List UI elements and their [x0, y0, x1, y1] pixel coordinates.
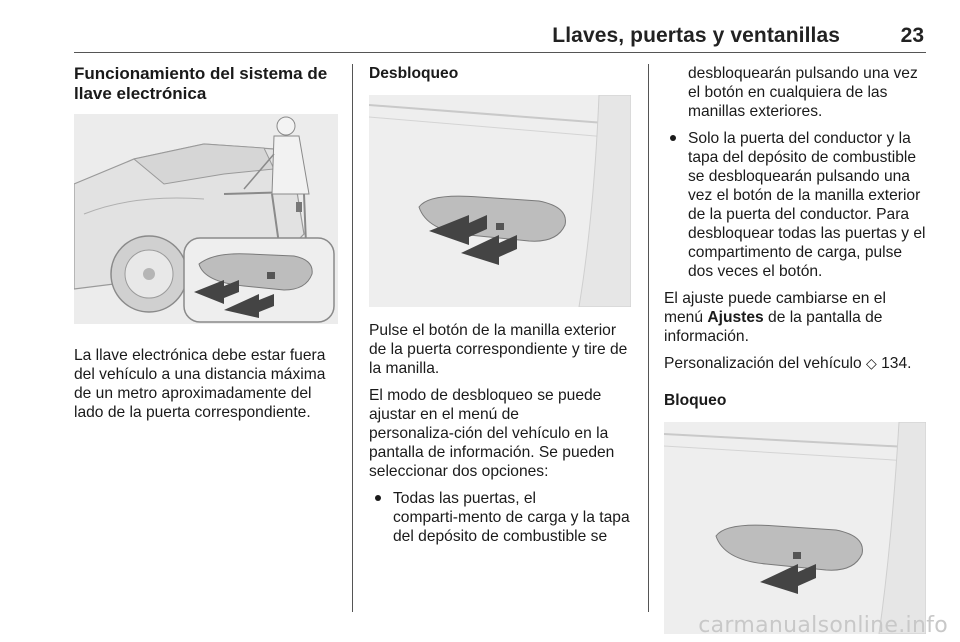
column-2: [369, 64, 635, 554]
figure-car-keyless: [74, 114, 338, 324]
unlock-option-all-continued: [664, 64, 928, 121]
personalization-ref-text: Personalización del vehículo: [664, 355, 866, 372]
personalization-ref-page[interactable]: 134.: [881, 355, 912, 372]
settings-menu-name: Ajustes: [707, 309, 764, 326]
column-1: [74, 64, 340, 430]
car-illustration: [74, 114, 338, 324]
paragraph-personalization-ref: [664, 354, 928, 373]
section-title: Llaves, puertas y ventanillas: [552, 24, 840, 47]
unlock-options-list-continued: [664, 64, 928, 281]
watermark: carmanualsonline.info: [698, 613, 948, 638]
paragraph-keyless-distance: La llave electrónica debe estar fuera del vehículo a una distancia máxima de un metro aproximadamente del lado de la puerta correspondiente.: [74, 347, 326, 421]
paragraph-unlock-mode: El modo de desbloqueo se puede ajustar en el menú de personaliza‑ción del vehículo en la pantalla de información. Se pueden seleccionar dos opciones:: [369, 387, 615, 480]
column-3: [664, 64, 928, 634]
heading-locking: Bloqueo: [664, 392, 727, 409]
paragraph-settings-menu: [664, 289, 928, 346]
paragraph-press-button: Pulse el botón de la manilla exterior de la puerta correspondiente y tire de la manilla.: [369, 322, 628, 377]
unlock-option-driver: Solo la puerta del conductor y la tapa del depósito de combustible se desbloquearán pulsando una vez el botón de la manilla exterior de la puerta del conductor. Para desbloquear todas las puertas y el compartimento de carga, pulse dos veces el botón.: [664, 129, 928, 281]
heading-keyless-operation: Funcionamiento del sistema de llave electrónica: [74, 64, 328, 103]
column-divider-2: [648, 64, 649, 612]
figure-door-handle-unlock: [369, 95, 631, 307]
settings-text-before: El ajuste puede cambiarse en el menú: [664, 290, 886, 326]
figure-door-handle-lock: [664, 422, 926, 634]
page-reference-arrow-icon: ◇: [865, 355, 877, 371]
unlock-option-all-continued-text: desbloquearán pulsando una vez el botón en cualquiera de las manillas exteriores.: [688, 65, 918, 120]
door-handle-lock-illustration: [664, 422, 926, 634]
unlock-option-all: Todas las puertas, el comparti‑mento de carga y la tapa del depósito de combustible se: [369, 489, 635, 546]
door-handle-unlock-illustration: [369, 95, 631, 307]
unlock-options-list: [369, 489, 635, 546]
settings-text-after: de la pantalla de información.: [664, 309, 883, 345]
column-divider-1: [352, 64, 353, 612]
header-divider: [74, 52, 926, 53]
page-number: 23: [900, 24, 924, 47]
heading-unlocking: Desbloqueo: [369, 65, 459, 82]
